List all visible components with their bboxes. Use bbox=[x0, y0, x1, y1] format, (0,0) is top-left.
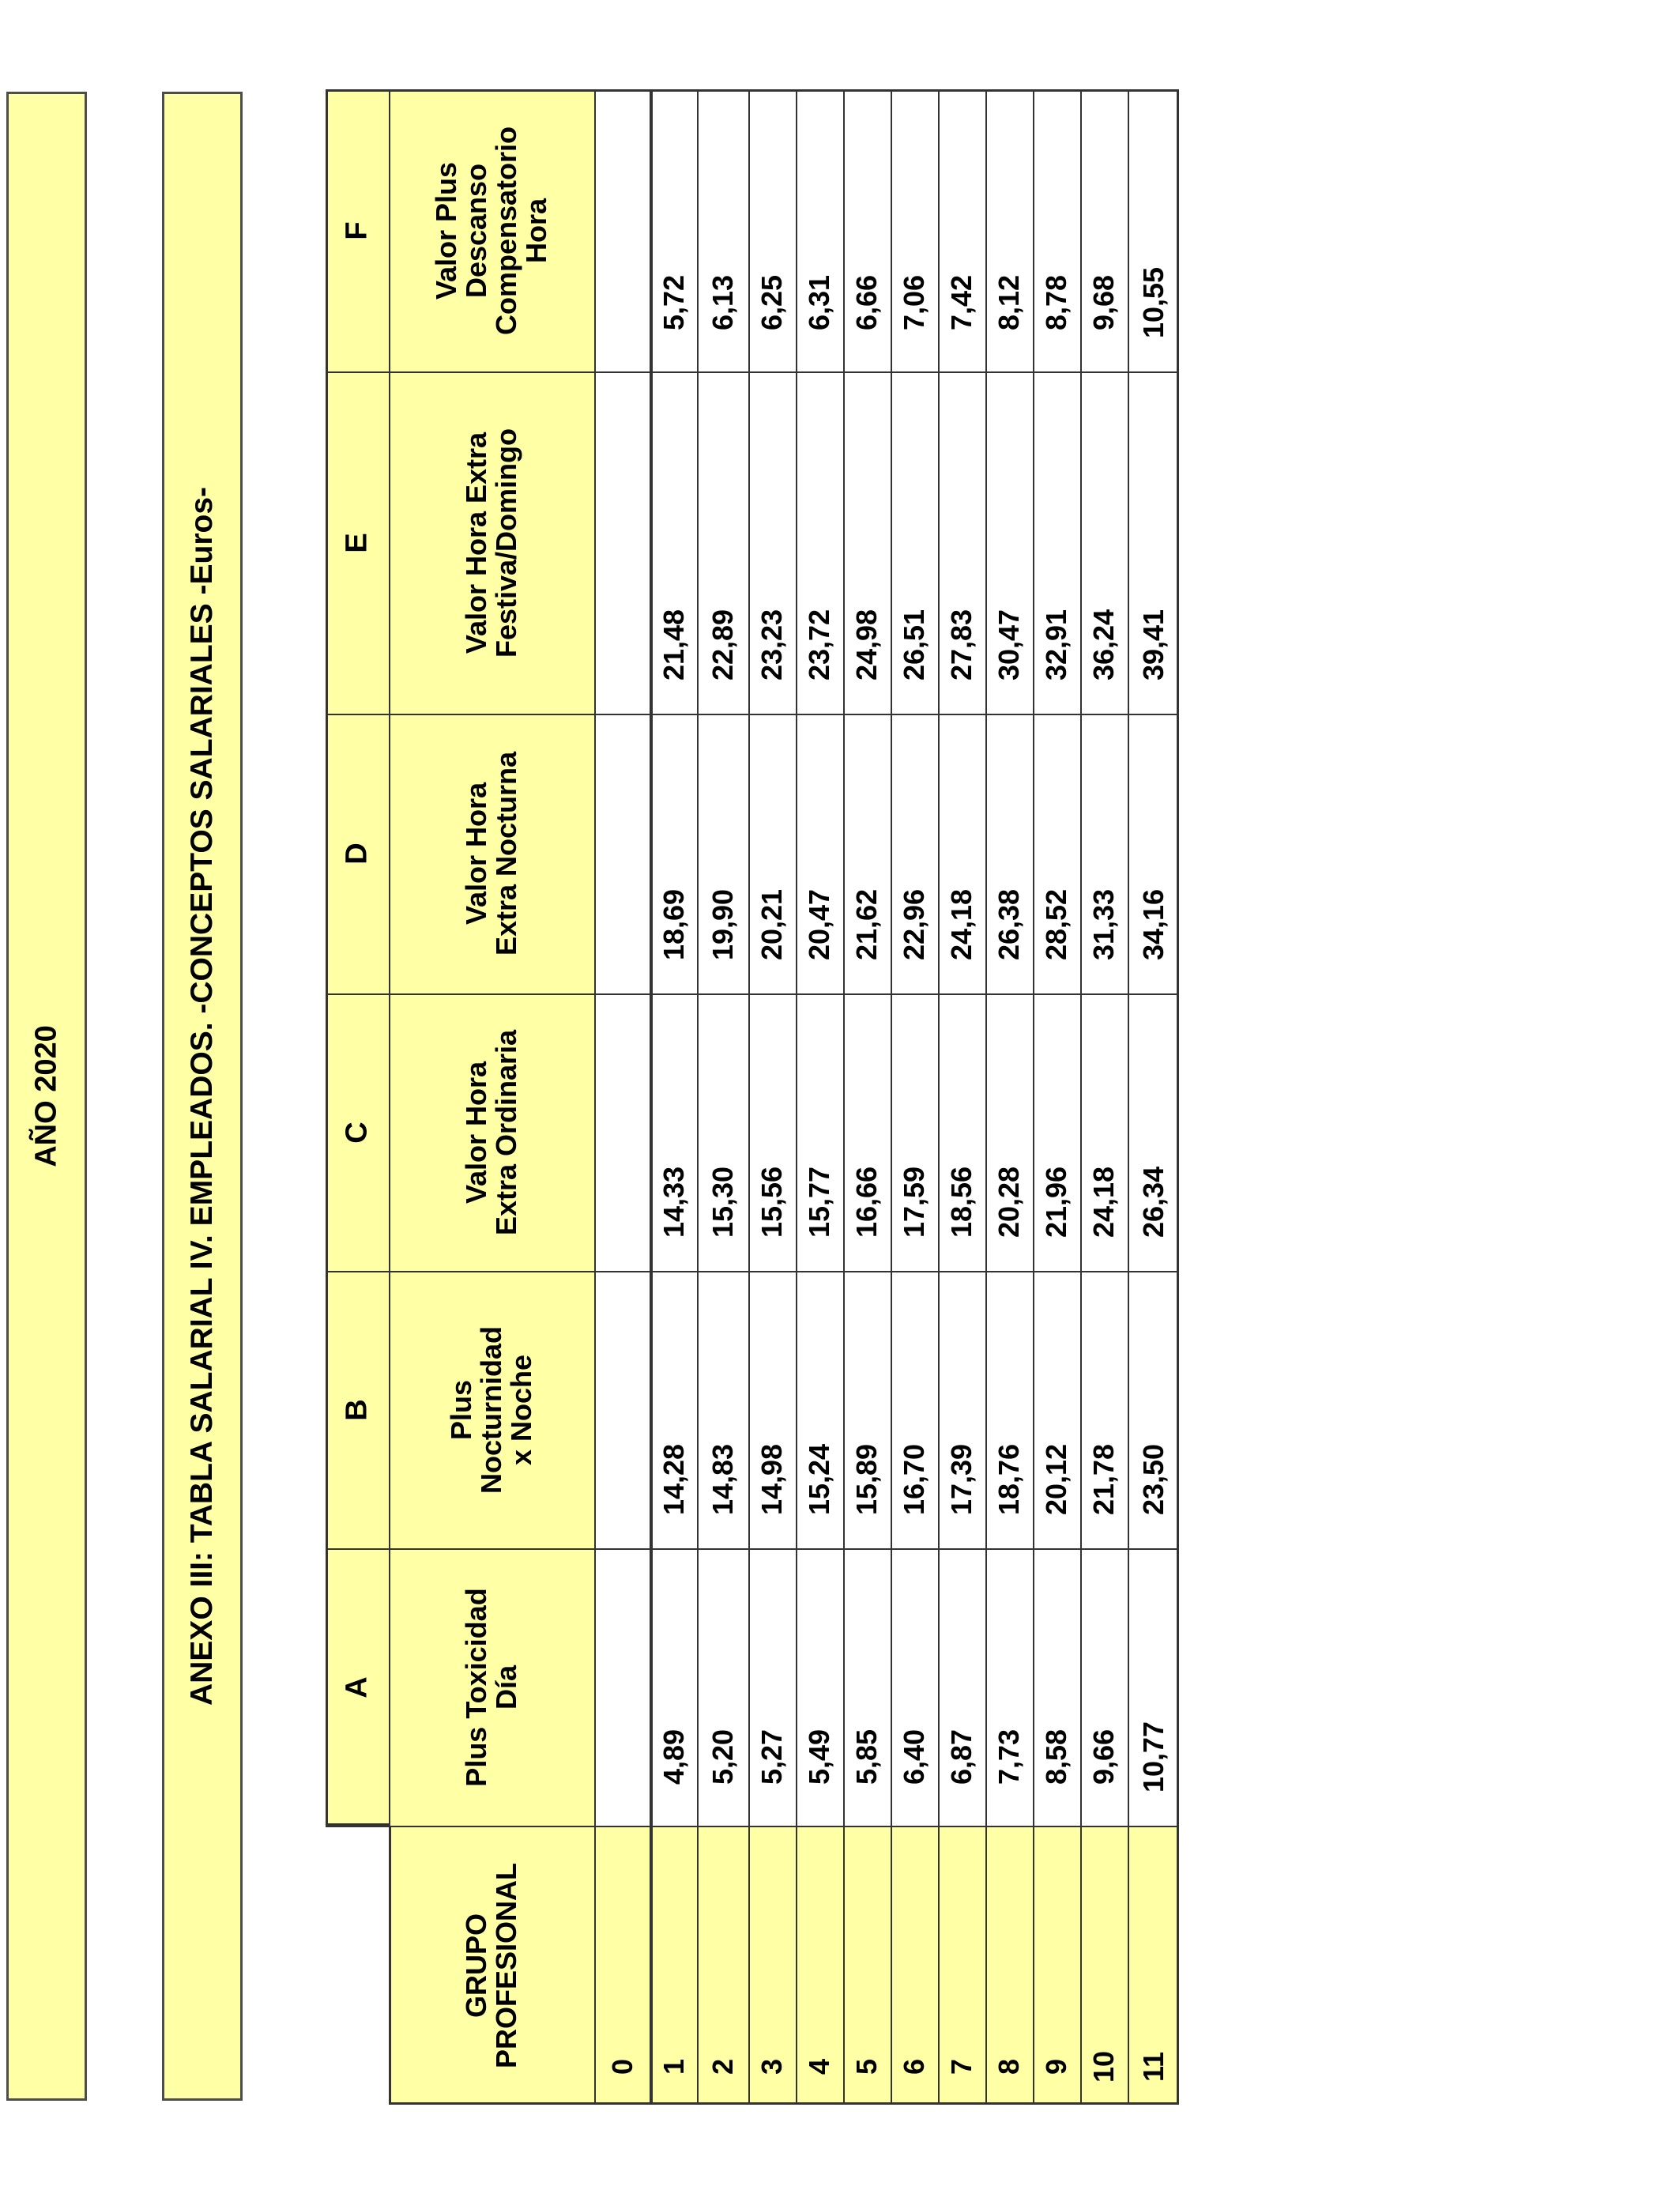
table-cell bbox=[985, 371, 1033, 714]
grid-line bbox=[389, 2102, 1179, 2105]
grid-line bbox=[748, 89, 750, 2105]
salary-table bbox=[326, 89, 1179, 2105]
cell-value: 10,77 bbox=[1136, 1721, 1170, 1793]
table-cell bbox=[985, 1271, 1033, 1548]
cell-value: 8,78 bbox=[1040, 274, 1072, 331]
table-cell bbox=[1080, 371, 1128, 714]
cell-value: 15,56 bbox=[755, 1166, 788, 1238]
cell-value: 5,49 bbox=[803, 1728, 835, 1785]
cell-value: 8,12 bbox=[993, 274, 1025, 331]
column-header-cell bbox=[389, 371, 594, 714]
cell-value: 15,89 bbox=[850, 1443, 883, 1516]
table-cell bbox=[748, 1271, 796, 1548]
salary-table-grid bbox=[326, 89, 1179, 2105]
cell-value: 21,96 bbox=[1040, 1166, 1072, 1238]
cell-value: 14,28 bbox=[657, 1443, 690, 1516]
grid-line bbox=[1128, 89, 1129, 2105]
table-cell bbox=[697, 89, 748, 371]
cell-value: 18,56 bbox=[945, 1166, 977, 1238]
cell-value: 7,73 bbox=[993, 1728, 1025, 1785]
cell-value: 31,33 bbox=[1087, 888, 1120, 961]
column-letter: B bbox=[340, 1398, 374, 1421]
group-number-cell bbox=[891, 1826, 938, 2105]
cell-value: 6,31 bbox=[803, 274, 835, 331]
group-header: GRUPO PROFESIONAL bbox=[460, 1862, 522, 2068]
table-cell bbox=[938, 89, 985, 371]
group-number: 6 bbox=[898, 2058, 930, 2075]
table-cell bbox=[843, 89, 891, 371]
group-number-cell bbox=[651, 1826, 697, 2105]
table-cell bbox=[1128, 371, 1179, 714]
column-letter: F bbox=[340, 221, 374, 240]
group-number: 9 bbox=[1040, 2058, 1072, 2075]
grid-line bbox=[1080, 89, 1082, 2105]
cell-value: 26,38 bbox=[993, 888, 1025, 961]
cell-value: 24,18 bbox=[1087, 1166, 1120, 1238]
table-cell bbox=[1128, 993, 1179, 1271]
column-letter-cell bbox=[326, 714, 389, 993]
table-cell bbox=[985, 714, 1033, 993]
column-header: Valor Hora Extra Ordinaria bbox=[460, 1029, 522, 1235]
cell-value: 10,55 bbox=[1136, 266, 1170, 339]
grid-line bbox=[985, 89, 987, 2105]
table-cell bbox=[938, 1548, 985, 1826]
group-number-cell bbox=[796, 1826, 843, 2105]
table-cell bbox=[697, 993, 748, 1271]
cell-value: 34,16 bbox=[1136, 888, 1170, 961]
table-cell bbox=[651, 371, 697, 714]
group-number: 1 bbox=[657, 2058, 690, 2075]
table-cell bbox=[1080, 714, 1128, 993]
cell-value: 39,41 bbox=[1136, 609, 1170, 681]
column-header: Valor Hora Extra Nocturna bbox=[460, 751, 522, 956]
cell-value: 22,89 bbox=[706, 609, 739, 681]
grid-line bbox=[389, 1826, 391, 2105]
table-cell bbox=[1080, 89, 1128, 371]
column-header-cell bbox=[389, 714, 594, 993]
grid-line bbox=[938, 89, 940, 2105]
group-header-cell bbox=[389, 1826, 594, 2105]
year-label: AÑO 2020 bbox=[29, 1025, 63, 1167]
cell-value: 15,77 bbox=[803, 1166, 835, 1238]
cell-value: 36,24 bbox=[1087, 609, 1120, 681]
column-header: Valor Plus Descanso Compensatorio Hora bbox=[430, 126, 552, 335]
cell-value: 32,91 bbox=[1040, 609, 1072, 681]
table-cell bbox=[891, 371, 938, 714]
cell-value: 20,12 bbox=[1040, 1443, 1072, 1516]
table-cell bbox=[594, 1271, 651, 1548]
cell-value: 24,98 bbox=[850, 609, 883, 681]
column-header: Plus Nocturnidad x Noche bbox=[445, 1325, 537, 1494]
column-header-cell bbox=[389, 89, 594, 371]
table-cell bbox=[1080, 1271, 1128, 1548]
cell-value: 8,58 bbox=[1040, 1728, 1072, 1785]
cell-value: 16,70 bbox=[898, 1443, 930, 1516]
column-header-cell bbox=[389, 993, 594, 1271]
grid-line bbox=[697, 89, 699, 2105]
table-cell bbox=[1080, 1548, 1128, 1826]
cell-value: 20,21 bbox=[755, 888, 788, 961]
cell-value: 20,47 bbox=[803, 888, 835, 961]
table-cell bbox=[891, 89, 938, 371]
cell-value: 5,27 bbox=[755, 1728, 788, 1785]
table-cell bbox=[594, 371, 651, 714]
table-cell bbox=[748, 1548, 796, 1826]
cell-value: 6,25 bbox=[755, 274, 788, 331]
cell-value: 14,33 bbox=[657, 1166, 690, 1238]
group-number-cell bbox=[1033, 1826, 1080, 2105]
group-number: 5 bbox=[850, 2058, 883, 2075]
cell-value: 22,96 bbox=[898, 888, 930, 961]
grid-line bbox=[891, 89, 892, 2105]
column-letter-cell bbox=[326, 89, 389, 371]
group-number: 2 bbox=[706, 2058, 739, 2075]
grid-line bbox=[326, 371, 1179, 373]
column-letter: E bbox=[340, 532, 374, 553]
cell-value: 27,83 bbox=[945, 609, 977, 681]
table-cell bbox=[1033, 993, 1080, 1271]
table-cell bbox=[796, 1271, 843, 1548]
group-number-cell bbox=[748, 1826, 796, 2105]
title-banner bbox=[162, 92, 243, 2101]
cell-value: 15,24 bbox=[803, 1443, 835, 1516]
cell-value: 23,23 bbox=[755, 609, 788, 681]
group-number: 11 bbox=[1136, 2051, 1170, 2083]
grid-line bbox=[650, 89, 653, 2105]
table-cell bbox=[796, 371, 843, 714]
table-cell bbox=[1033, 371, 1080, 714]
grid-line bbox=[389, 89, 390, 1826]
cell-value: 19,90 bbox=[706, 888, 739, 961]
table-cell bbox=[938, 993, 985, 1271]
group-number-cell bbox=[843, 1826, 891, 2105]
cell-value: 14,98 bbox=[755, 1443, 788, 1516]
grid-line bbox=[1033, 89, 1034, 2105]
table-cell bbox=[594, 89, 651, 371]
cell-value: 18,69 bbox=[657, 888, 690, 961]
table-cell bbox=[843, 993, 891, 1271]
cell-value: 21,48 bbox=[657, 609, 690, 681]
year-banner bbox=[6, 92, 87, 2101]
group-number-cell bbox=[1128, 1826, 1179, 2105]
column-header: Valor Hora Extra Festiva/Domingo bbox=[460, 428, 522, 658]
column-header: Plus Toxicidad Día bbox=[460, 1587, 522, 1787]
cell-value: 9,68 bbox=[1087, 274, 1120, 331]
grid-line bbox=[796, 89, 797, 2105]
table-cell bbox=[748, 993, 796, 1271]
cell-value: 6,40 bbox=[898, 1728, 930, 1785]
table-cell bbox=[1128, 1271, 1179, 1548]
cell-value: 28,52 bbox=[1040, 888, 1072, 961]
column-letter-cell bbox=[326, 993, 389, 1271]
column-header-cell bbox=[389, 1271, 594, 1548]
table-cell bbox=[796, 993, 843, 1271]
table-cell bbox=[594, 714, 651, 993]
table-cell bbox=[985, 1548, 1033, 1826]
cell-value: 30,47 bbox=[993, 609, 1025, 681]
cell-value: 7,42 bbox=[945, 274, 977, 331]
table-cell bbox=[651, 993, 697, 1271]
grid-line bbox=[594, 89, 596, 2105]
group-number: 7 bbox=[945, 2058, 977, 2075]
cell-value: 24,18 bbox=[945, 888, 977, 961]
cell-value: 26,51 bbox=[898, 609, 930, 681]
cell-value: 23,72 bbox=[803, 609, 835, 681]
grid-line bbox=[1177, 89, 1179, 2105]
grid-line bbox=[843, 89, 845, 2105]
cell-value: 9,66 bbox=[1087, 1728, 1120, 1785]
table-cell bbox=[938, 1271, 985, 1548]
cell-value: 7,06 bbox=[898, 274, 930, 331]
group-number: 8 bbox=[993, 2058, 1025, 2075]
table-cell bbox=[748, 371, 796, 714]
group-number: 4 bbox=[803, 2058, 835, 2075]
group-number-cell bbox=[1080, 1826, 1128, 2105]
table-cell bbox=[697, 1271, 748, 1548]
table-cell bbox=[1080, 993, 1128, 1271]
cell-value: 6,87 bbox=[945, 1728, 977, 1785]
group-number: 3 bbox=[755, 2058, 788, 2075]
grid-line bbox=[326, 89, 328, 1826]
table-cell bbox=[651, 1271, 697, 1548]
table-cell bbox=[594, 993, 651, 1271]
group-number-cell bbox=[594, 1826, 651, 2105]
cell-value: 18,76 bbox=[993, 1443, 1025, 1516]
cell-value: 5,20 bbox=[706, 1728, 739, 1785]
group-number: 10 bbox=[1087, 2050, 1120, 2083]
table-cell bbox=[1033, 89, 1080, 371]
table-cell bbox=[651, 1548, 697, 1826]
table-cell bbox=[891, 1548, 938, 1826]
table-cell bbox=[985, 993, 1033, 1271]
table-cell bbox=[651, 89, 697, 371]
table-cell bbox=[697, 714, 748, 993]
table-cell bbox=[1033, 1271, 1080, 1548]
grid-line bbox=[326, 1548, 1179, 1550]
column-letter-cell bbox=[326, 371, 389, 714]
cell-value: 6,66 bbox=[850, 274, 883, 331]
table-cell bbox=[796, 89, 843, 371]
group-number-cell bbox=[985, 1826, 1033, 2105]
column-header-cell bbox=[389, 1548, 594, 1826]
table-cell bbox=[1033, 1548, 1080, 1826]
table-cell bbox=[1033, 714, 1080, 993]
cell-value: 16,66 bbox=[850, 1166, 883, 1238]
table-cell bbox=[843, 371, 891, 714]
table-cell bbox=[697, 1548, 748, 1826]
column-letter: D bbox=[340, 843, 374, 865]
table-cell bbox=[891, 1271, 938, 1548]
cell-value: 6,13 bbox=[706, 274, 739, 331]
column-letter-cell bbox=[326, 1548, 389, 1826]
table-cell bbox=[843, 714, 891, 993]
group-number-cell bbox=[938, 1826, 985, 2105]
grid-line bbox=[326, 89, 1179, 92]
table-cell bbox=[1128, 1548, 1179, 1826]
grid-line bbox=[326, 714, 1179, 715]
table-cell bbox=[651, 714, 697, 993]
cell-value: 15,30 bbox=[706, 1166, 739, 1238]
cell-value: 21,62 bbox=[850, 888, 883, 961]
table-cell bbox=[697, 371, 748, 714]
cell-value: 21,78 bbox=[1087, 1443, 1120, 1516]
cell-value: 5,85 bbox=[850, 1728, 883, 1785]
column-letter: C bbox=[340, 1121, 374, 1144]
cell-value: 26,34 bbox=[1136, 1166, 1170, 1238]
table-cell bbox=[891, 993, 938, 1271]
table-cell bbox=[594, 1548, 651, 1826]
group-number: 0 bbox=[606, 2058, 638, 2075]
column-letter: A bbox=[340, 1676, 374, 1698]
table-cell bbox=[843, 1271, 891, 1548]
table-cell bbox=[748, 89, 796, 371]
table-cell bbox=[985, 89, 1033, 371]
grid-line bbox=[326, 993, 1179, 995]
table-cell bbox=[796, 714, 843, 993]
grid-line bbox=[326, 1826, 1179, 1827]
cell-value: 17,59 bbox=[898, 1166, 930, 1238]
table-cell bbox=[796, 1548, 843, 1826]
page-title: ANEXO III: TABLA SALARIAL IV. EMPLEADOS. -CONCEPTOS SALARIALES -Euros- bbox=[185, 486, 219, 1706]
group-number-cell bbox=[697, 1826, 748, 2105]
table-cell bbox=[1128, 714, 1179, 993]
cell-value: 23,50 bbox=[1136, 1443, 1170, 1516]
table-cell bbox=[843, 1548, 891, 1826]
cell-value: 5,72 bbox=[657, 274, 690, 331]
cell-value: 20,28 bbox=[993, 1166, 1025, 1238]
cell-value: 4,89 bbox=[657, 1728, 690, 1785]
table-cell bbox=[748, 714, 796, 993]
table-cell bbox=[938, 371, 985, 714]
cell-value: 17,39 bbox=[945, 1443, 977, 1516]
cell-value: 14,83 bbox=[706, 1443, 739, 1516]
table-cell bbox=[891, 714, 938, 993]
column-letter-cell bbox=[326, 1271, 389, 1548]
grid-line bbox=[326, 1271, 1179, 1272]
table-cell bbox=[938, 714, 985, 993]
table-cell bbox=[1128, 89, 1179, 371]
